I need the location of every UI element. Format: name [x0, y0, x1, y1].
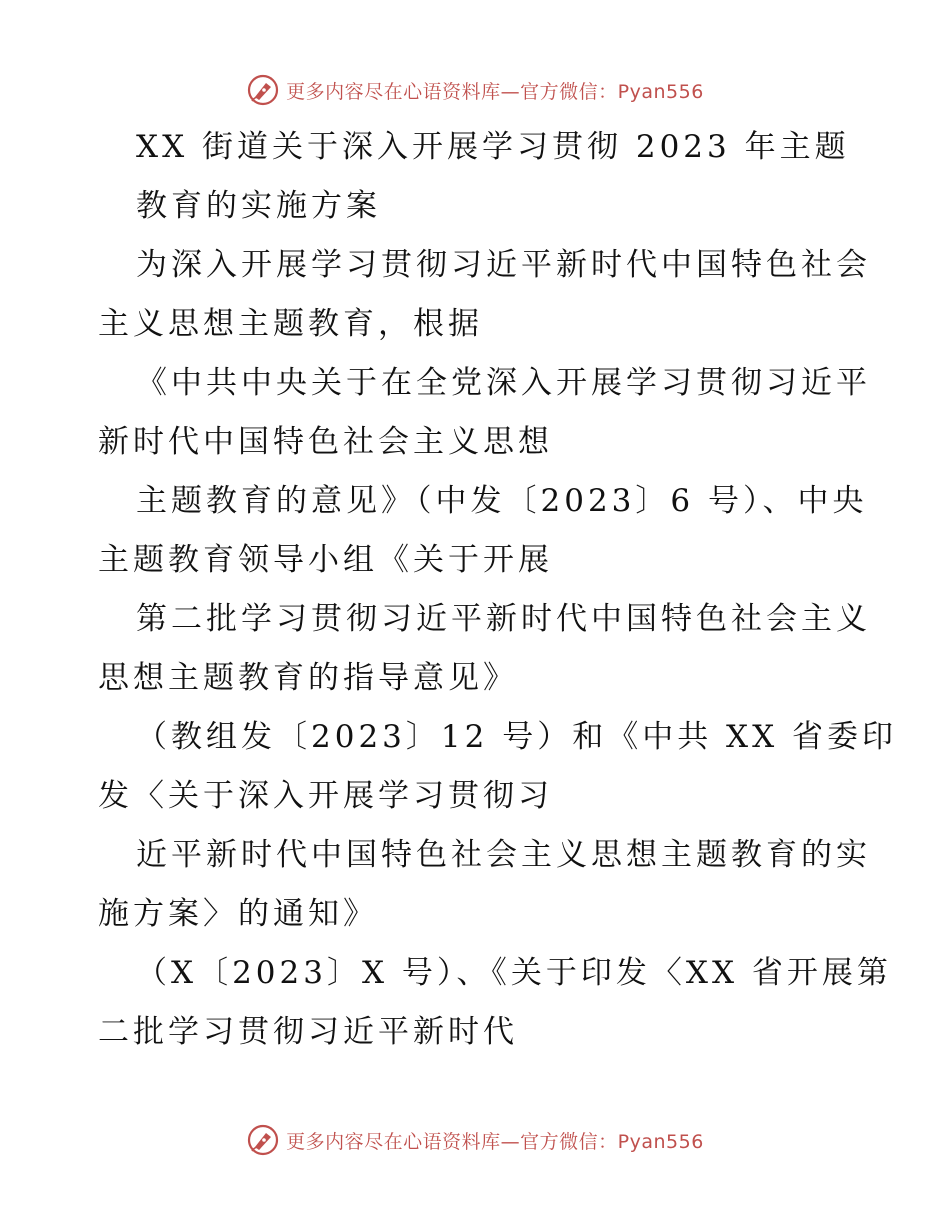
doc-line: 新时代中国特色社会主义思想	[98, 424, 553, 460]
doc-line: 主题教育的意见》（中发〔2023〕6 号）、中央	[136, 483, 868, 519]
doc-line: 施方案〉的通知》	[98, 896, 378, 932]
doc-line: 发〈关于深入开展学习贯彻习	[98, 778, 553, 814]
header-watermark	[0, 70, 950, 110]
pen-nib-logo-icon	[246, 1123, 280, 1157]
doc-line: 近平新时代中国特色社会主义思想主题教育的实	[136, 837, 871, 873]
doc-line: （教组发〔2023〕12 号）和《中共 XX 省委印	[136, 719, 898, 755]
watermark-text: 更多内容尽在心语资料库—官方微信：Pyan556	[286, 80, 704, 103]
doc-line: 思想主题教育的指导意见》	[98, 660, 518, 696]
watermark-text: 更多内容尽在心语资料库—官方微信：Pyan556	[286, 1130, 704, 1153]
doc-line: XX 街道关于深入开展学习贯彻 2023 年主题	[136, 129, 850, 165]
doc-line: （X〔2023〕X 号）、《关于印发〈XX 省开展第	[136, 955, 892, 991]
document-body	[98, 118, 898, 1062]
pen-nib-logo-icon	[246, 73, 280, 107]
footer-watermark	[0, 1120, 950, 1160]
doc-line: 主义思想主题教育，根据	[98, 306, 483, 342]
doc-line: 为深入开展学习贯彻习近平新时代中国特色社会	[136, 247, 871, 283]
doc-line: 二批学习贯彻习近平新时代	[98, 1014, 518, 1050]
doc-line: 第二批学习贯彻习近平新时代中国特色社会主义	[136, 601, 871, 637]
doc-line: 《中共中央关于在全党深入开展学习贯彻习近平	[136, 365, 871, 401]
doc-line: 教育的实施方案	[136, 188, 381, 224]
doc-line: 主题教育领导小组《关于开展	[98, 542, 553, 578]
